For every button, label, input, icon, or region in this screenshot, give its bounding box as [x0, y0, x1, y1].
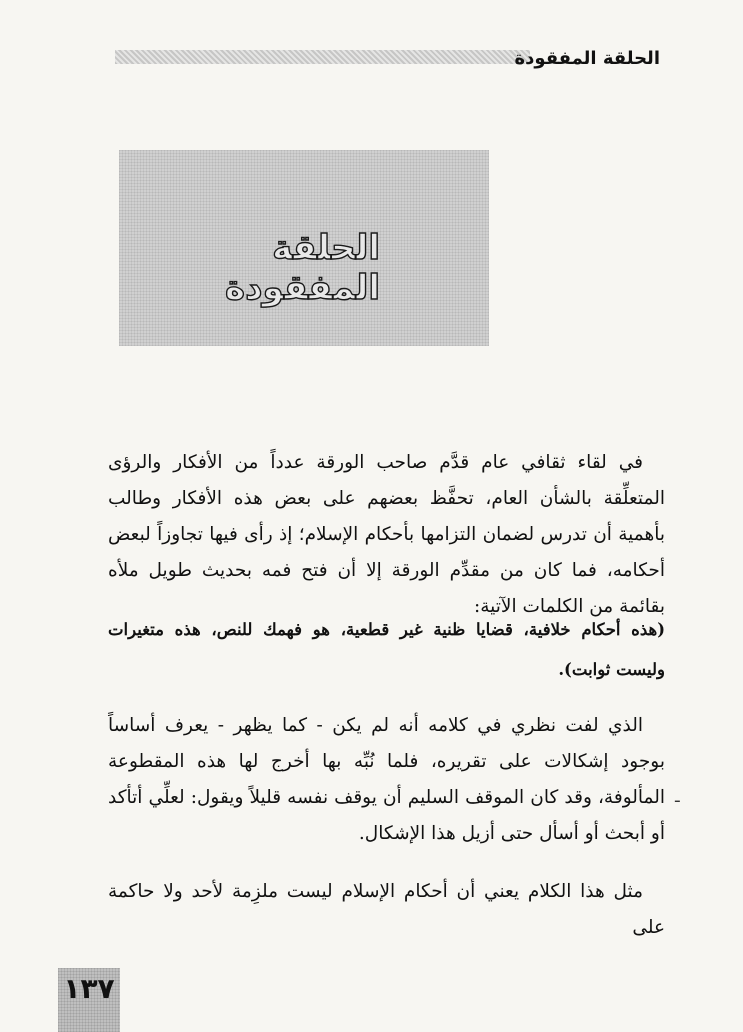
header-texture-band — [115, 50, 530, 64]
paragraph-3 — [108, 708, 665, 852]
paragraph-4-text: مثل هذا الكلام يعني أن أحكام الإسلام ليست ملزِمة لأحد ولا حاكمة على — [108, 881, 665, 938]
paragraph-1 — [108, 445, 665, 625]
running-title: الحلقة المفقودة — [514, 48, 660, 69]
chapter-title: الحلقة المفقودة — [225, 228, 380, 308]
quote-text: (هذه أحكام خلافية، قضايا ظنية غير قطعية، هو فهمك للنص، هذه متغيرات وليست ثوابت). — [108, 620, 665, 679]
paragraph-1-text: في لقاء ثقافي عام قدَّم صاحب الورقة عدداً من الأفكار والرؤى المتعلِّقة بالشأن العام، تحفَّظ بعضهم على بعض هذه الأفكار وطالب بأهمية أن تدرس لضمان التزامها بأحكام الإسلام؛ إذ رأى فيها تجاوزاً لبعض أحكامه، فما كان من مقدِّم الورقة إلا أن فتح فمه بحديث طويل ملأه بقائمة من الكلمات الآتية: — [108, 452, 665, 617]
page-number: ١٣٧ — [63, 972, 115, 1005]
paragraph-4 — [108, 874, 665, 946]
running-header — [115, 44, 660, 74]
margin-mark: ـ — [675, 787, 680, 806]
paragraph-3-text: الذي لفت نظري في كلامه أنه لم يكن - كما يظهر - يعرف أساساً بوجود إشكالات على تقريره، فلما نُبِّه بها أخرج لها هذه المقطوعة المألوفة، وقد كان الموقف السليم أن يوقف نفسه قليلاً ويقول: لعلِّي أتأكد أو أبحث أو أسأل حتى أزيل هذا الإشكال. — [108, 715, 665, 844]
page-number-box — [58, 968, 120, 1032]
quoted-statement — [108, 610, 665, 690]
